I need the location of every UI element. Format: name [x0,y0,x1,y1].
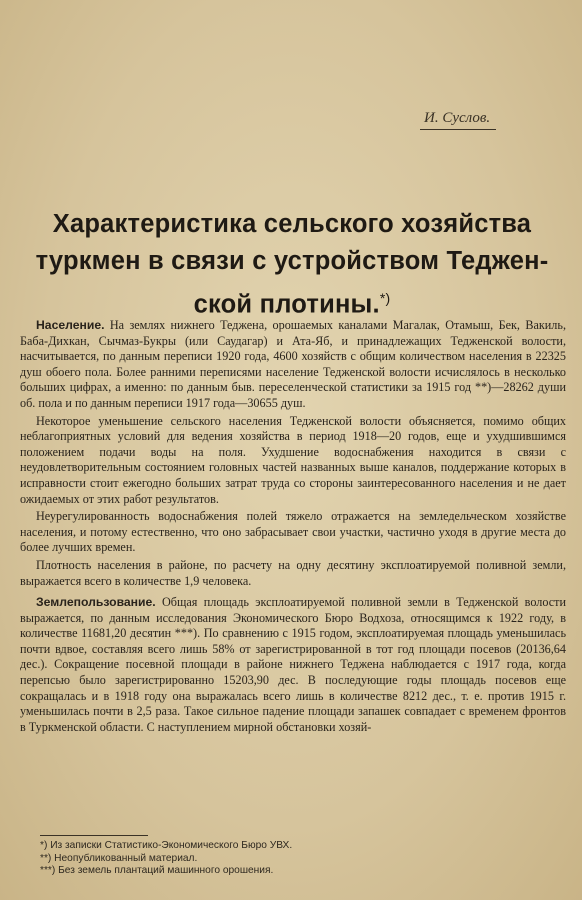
article-title [18,206,566,324]
author-signature: И. Суслов. [420,110,496,130]
title-text: Характеристика сельского хозяйства туркмен в связи с устройством Теджен- ской плотины. [35,210,549,319]
footnote-3: ***) Без земель плантаций машинного орошения. [40,865,274,876]
paragraph-text: На землях нижнего Теджена, орошаемых каналами Магалак, Отамыш, Бек, Вакиль, Баба-Дихкан, Сычмаз-Букры (или Саудагар) и Ата-Яб, и принадлежащих Теджeнской волости, насчитывается, по данным переписи 1920 года, 4600 хозяйств с общим количеством населения в 22325 душ обоего пола. Более ранними переписями население Теджeнской волости исчислялось в несколько больших цифрах, а именно: по данным быв. переселенческой статистики за 1915 год **)—28262 души об. пола и по данным переписи 1917 года—30655 душ. [20,318,566,410]
footnote-1: *) Из записки Статистико-Экономического Бюро УВХ. [40,840,293,851]
paragraph-text: Неурегулированность водоснабжения полей тяжело отражается на земледельческом хозяйстве населения, и потому естественно, что оно забрасывает свои участки, частично уходя в другие места до более лучших времен. [20,509,566,555]
paragraph-text: Плотность населения в районе, по расчету на одну десятину эксплоатируемой поливной земли, выражается всего в количестве 1,9 человека. [20,557,566,588]
paragraph-decline [20,414,566,508]
article-body [20,318,566,737]
paragraph-irrigation [20,509,566,556]
section-lead: Землепользование. [36,595,156,610]
paragraph-density [20,558,566,589]
paragraph-text: Некоторое уменьшение сельского населения Теджeнской волости объясняется, помимо общих неблагоприятных условий для ведения хозяйства в период 1918—20 годов, еще и ухудшившимся положением подачи воды на поля. Ухудшение водоснабжения находится в связи с неудовлетворительным состоянием головных частей названных выше каналов, поддержание которых в исправности стоит ежегодно больших затрат труда со стороны заинтересованного населения и не дает ожидаемых от этих работ результатов. [20,413,566,506]
section-lead: Население. [36,318,105,332]
footnotes [40,840,540,878]
footnote-divider [40,835,148,836]
footnote-2: **) Неопубликованный материал. [40,852,198,864]
paragraph-text: Общая площадь эксплоатируемой поливной земли в Теджeнской волости выражается, по данным исследования Экономического Бюро Водхоза, относящимся к 1922 году, в количестве 11681,20 десятин ***). По сравнению с 1915 годом, эксплоатируемая площадь уменьшилась почти вдвое, составляя всего лишь 58% от зарегистрированной в тот год площади посевов (20136,64 дес.). Сокращение посевной площади в районе нижнего Теджена наблюдается с 1917 года, когда перепсью было зарегистрированно 15203,90 дес. В последующие годы площадь посевов еще сокращалась и в 1918 году она выражалась всего лишь в количестве 8212 дес., т. е. против 1915 г. уменьшилась почти в 2,5 раза. Такое сильное падение площади запашек совпадает с временем фронтов в Туркменской области. С наступлением мирной обстановки хозяй- [20,595,566,734]
title-footnote-mark: *) [379,290,391,306]
paragraph-land-use [20,595,566,735]
paragraph-population [20,318,566,412]
